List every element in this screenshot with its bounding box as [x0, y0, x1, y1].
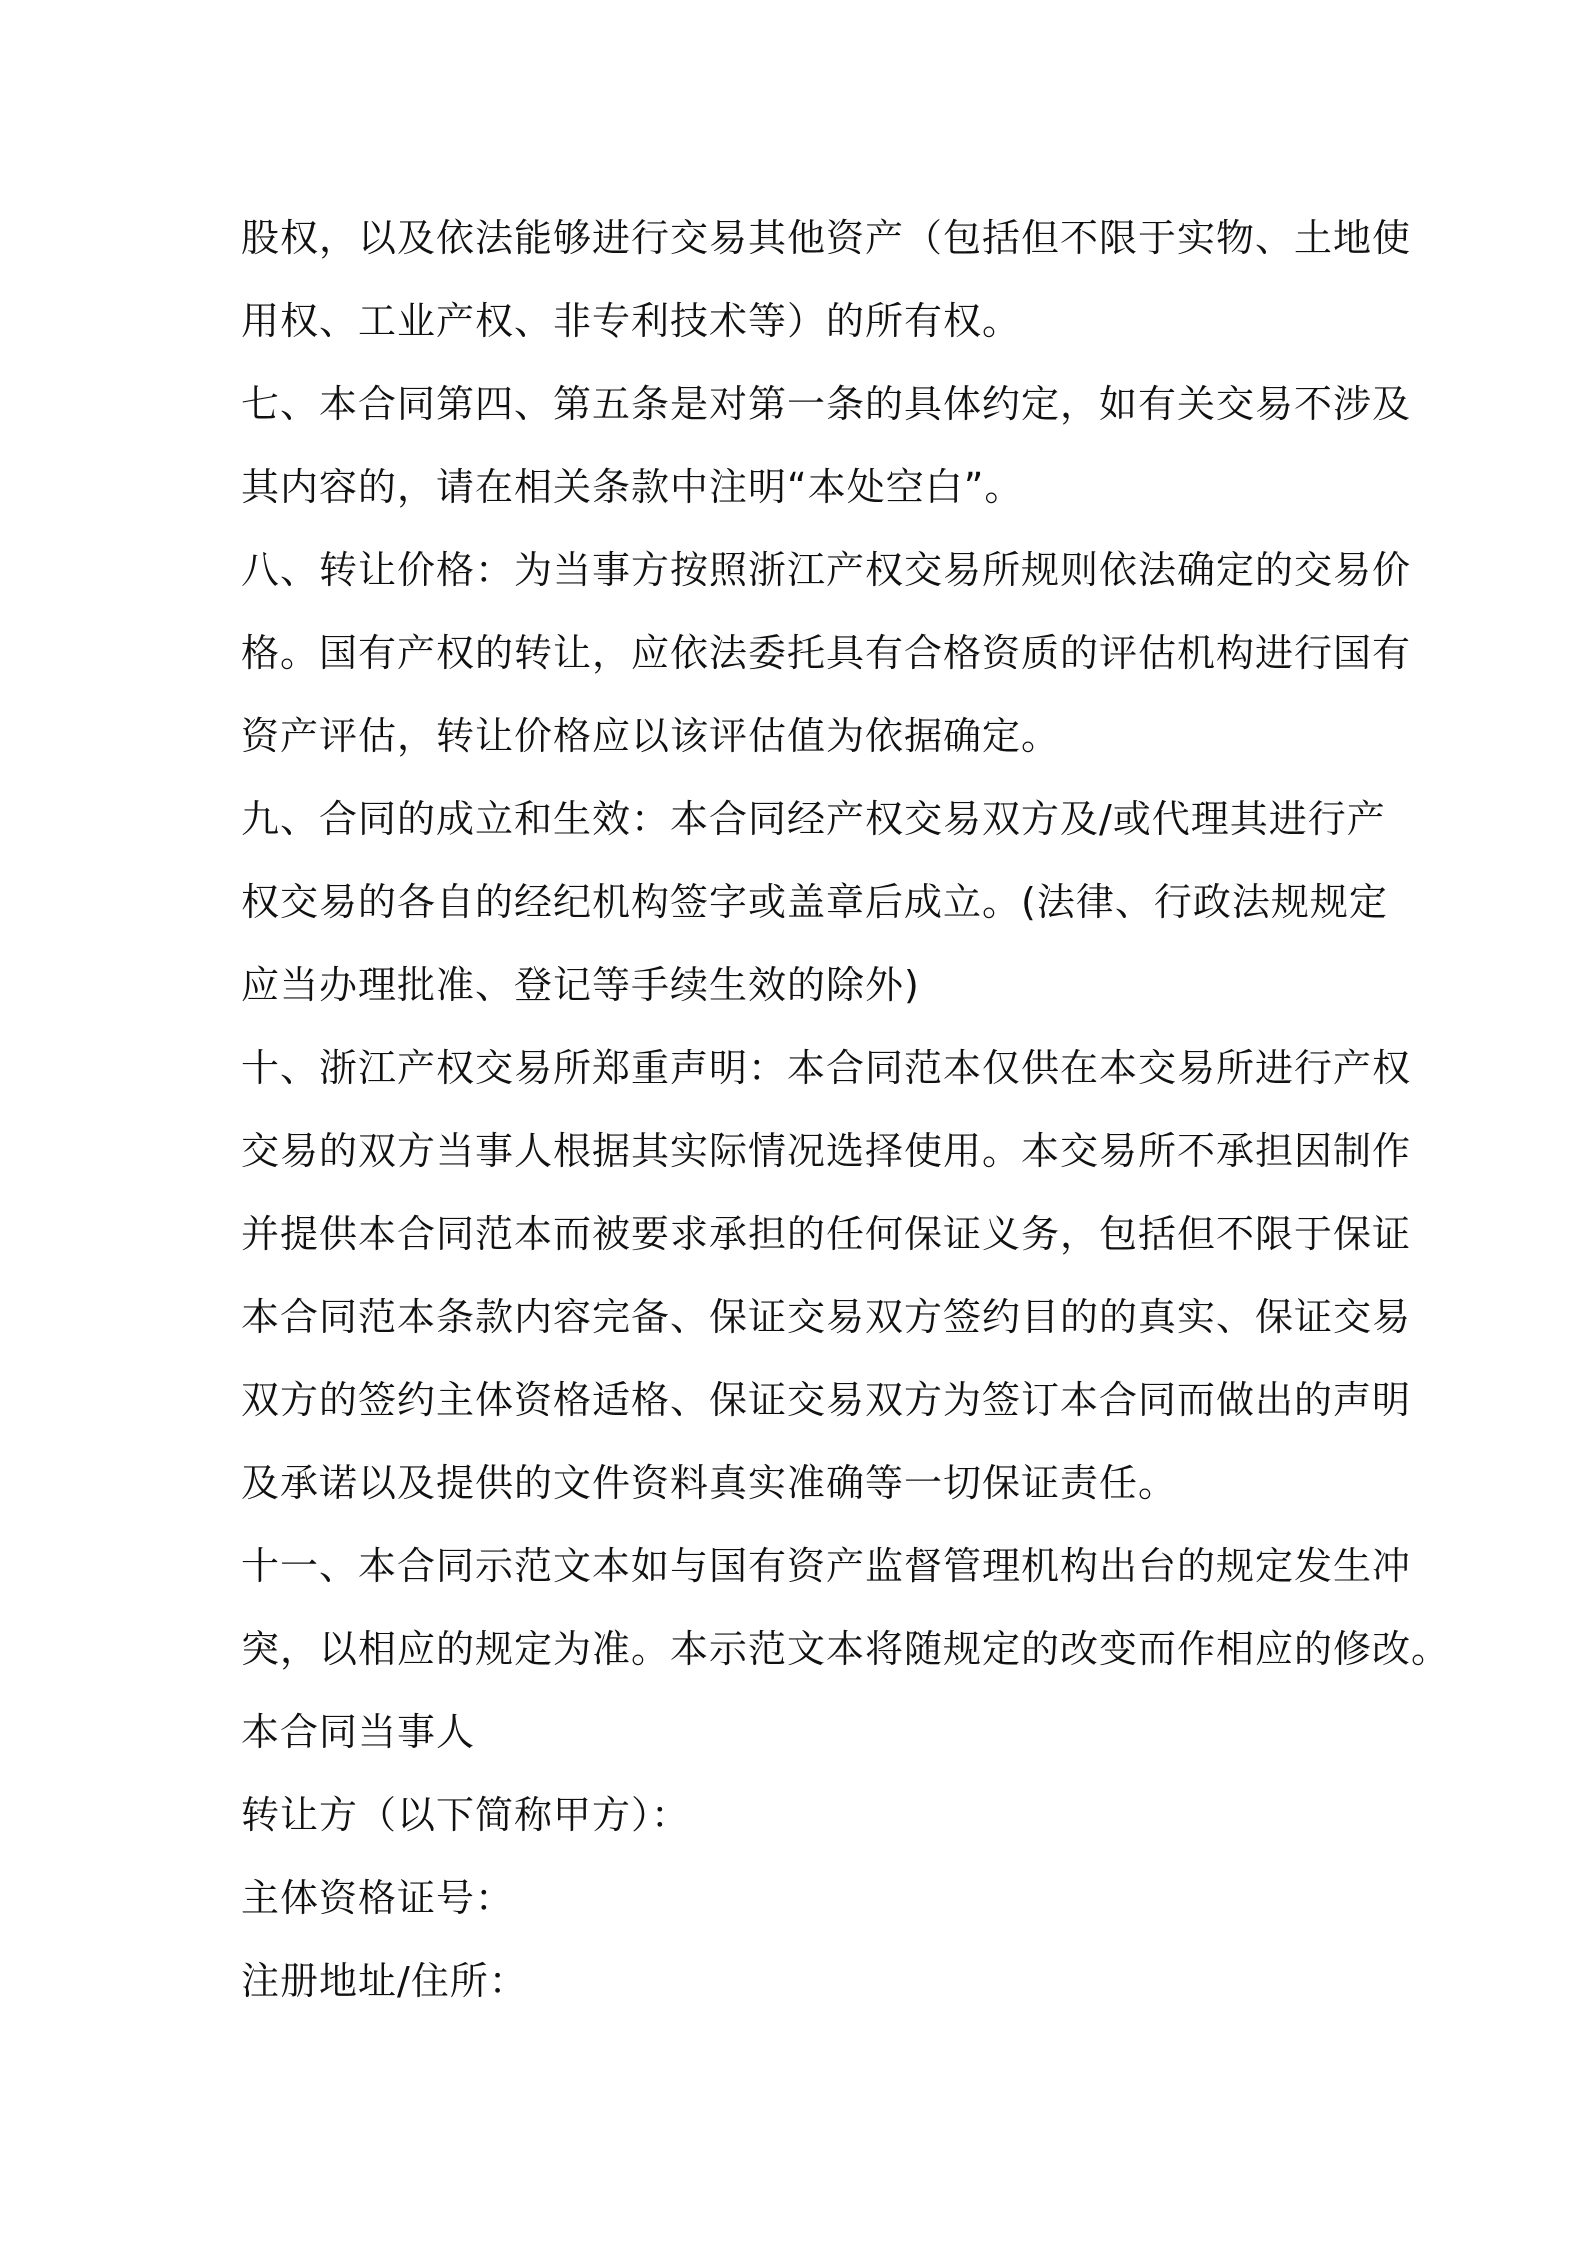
text-line: 应当办理批准、登记等手续生效的除外): [241, 963, 920, 1007]
text-line: 七、本合同第四、第五条是对第一条的具体约定，如有关交易不涉及: [241, 382, 1412, 426]
text-line: 主体资格证号：: [241, 1876, 515, 1920]
transferor-label: [241, 1774, 1361, 1857]
text-line: 突，以相应的规定为准。本示范文本将随规定的改变而作相应的修改。: [241, 1627, 1451, 1671]
text-line: 注册地址/住所：: [241, 1959, 528, 2003]
qualification-number-label: [241, 1857, 1361, 1940]
document-body: [241, 197, 1451, 2023]
text-line: 十一、本合同示范文本如与国有资产监督管理机构出台的规定发生冲: [241, 1544, 1412, 1588]
paragraph-clause-7: [241, 363, 1412, 529]
text-line: 转让方（以下简称甲方）：: [241, 1793, 691, 1837]
text-line: 双方的签约主体资格适格、保证交易双方为签订本合同而做出的声明: [241, 1378, 1412, 1422]
parties-heading: [241, 1691, 1361, 1774]
text-line: 股权，以及依法能够进行交易其他资产（包括但不限于实物、土地使: [241, 216, 1412, 260]
registered-address-label: [241, 1940, 1361, 2023]
text-line: 格。国有产权的转让，应依法委托具有合格资质的评估机构进行国有: [241, 631, 1412, 675]
text-line: 本合同范本条款内容完备、保证交易双方签约目的的真实、保证交易: [241, 1295, 1412, 1339]
text-line: 权交易的各自的经纪机构签字或盖章后成立。(法律、行政法规规定: [241, 880, 1388, 924]
paragraph-clause-8: [241, 529, 1412, 778]
text-line: 九、合同的成立和生效：本合同经产权交易双方及/或代理其进行产: [241, 797, 1386, 841]
paragraph-clause-10: [241, 1027, 1412, 1525]
text-line: 用权、工业产权、非专利技术等）的所有权。: [241, 299, 1022, 343]
text-line: 八、转让价格：为当事方按照浙江产权交易所规则依法确定的交易价: [241, 548, 1412, 592]
text-line: 十、浙江产权交易所郑重声明：本合同范本仅供在本交易所进行产权: [241, 1046, 1412, 1090]
paragraph-equity-definition: [241, 197, 1412, 363]
text-line: 并提供本合同范本而被要求承担的任何保证义务，包括但不限于保证: [241, 1212, 1412, 1256]
text-line: 交易的双方当事人根据其实际情况选择使用。本交易所不承担因制作: [241, 1129, 1412, 1173]
text-line: 其内容的，请在相关条款中注明“本处空白”。: [241, 465, 1024, 509]
paragraph-clause-11: [241, 1525, 1451, 1691]
text-line: 资产评估，转让价格应以该评估值为依据确定。: [241, 714, 1061, 758]
paragraph-clause-9: [241, 778, 1388, 1027]
text-line: 及承诺以及提供的文件资料真实准确等一切保证责任。: [241, 1461, 1178, 1505]
text-line: 本合同当事人: [241, 1710, 476, 1754]
